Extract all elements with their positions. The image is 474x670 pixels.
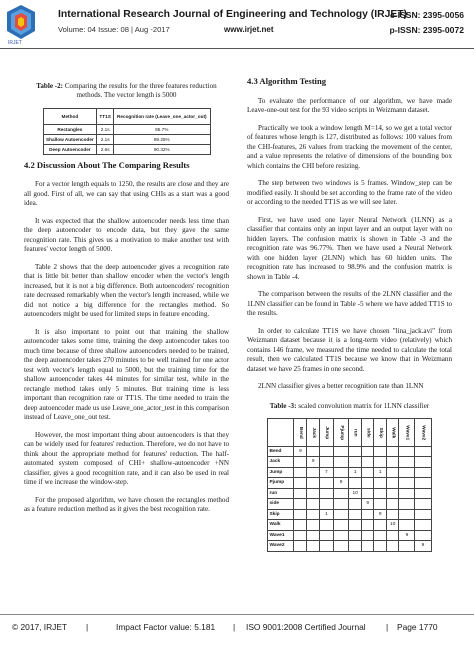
cm-cell <box>294 541 307 552</box>
cm-cell <box>415 499 431 510</box>
cm-cell <box>361 488 374 499</box>
cm-cell <box>349 499 362 510</box>
cm-cell <box>399 541 415 552</box>
table-row <box>268 520 431 531</box>
cm-cell: 1 <box>319 509 333 520</box>
table-row <box>43 124 210 134</box>
table-cell: 90.32% <box>114 144 210 154</box>
table2-header-tt1s: TT1S <box>97 108 114 124</box>
cm-cell: 1 <box>349 467 362 478</box>
cm-corner-cell <box>268 418 294 446</box>
paragraph: For the proposed algorithm, we have chosen the rectangles method as a feature reduction method as it gives the best recognition rate. <box>24 495 229 514</box>
cm-column-header <box>319 418 333 446</box>
cm-cell <box>319 478 333 489</box>
cm-cell <box>361 509 374 520</box>
table-cell: Shallow Autoencoder <box>43 134 97 144</box>
cm-cell <box>361 541 374 552</box>
cm-cell <box>386 530 399 541</box>
paragraph: To evaluate the performance of our algorithm, we have made Leave-one-out test for the 93 video scripts in Weizmann dataset. <box>247 96 452 114</box>
cm-cell <box>307 446 320 457</box>
cm-column-label: side <box>365 427 371 438</box>
logo-label: IRJET <box>8 40 22 46</box>
paragraph: Table 2 shows that the deep autoencoder gives a recognition rate that is little bit better than shallow encoder when the vector's length increased, but it is not a big difference. Both autoencoders' recognition rate decreased remarkably when the vector's length increased, while we did not notice a big difference for the rectangles method. So autoencoders might be used for limited steps in feature encoding. <box>24 262 229 319</box>
paragraph: It was expected that the shallow autoencoder needs less time than the deep autoencoder to encode data, but they gave the same recognition rate. This gives us a motivation to make another test with features' vector length of 5000. <box>24 216 229 254</box>
cm-cell <box>307 541 320 552</box>
table-row <box>268 446 431 457</box>
cm-cell <box>333 499 349 510</box>
cm-cell <box>415 520 431 531</box>
cm-row-label: run <box>268 488 294 499</box>
cm-cell: 1 <box>374 467 387 478</box>
cm-row-label: Skip <box>268 509 294 520</box>
cm-cell <box>399 457 415 468</box>
cm-cell <box>361 446 374 457</box>
cm-cell <box>333 509 349 520</box>
cm-column-label: Pjump <box>338 424 344 440</box>
cm-cell <box>319 520 333 531</box>
table-row <box>43 134 210 144</box>
cm-cell <box>386 457 399 468</box>
cm-cell <box>333 488 349 499</box>
paragraph: Practically we took a window length M=14, so we get a total vector of features whose length is 127, distributed as follows: 100 values from the CHI-features, 26 values from tracking the movement of the center, and a value represents the relative of dimensions of the bounding box which contains the CHI before resizing. <box>247 123 452 170</box>
table2-header-method: Method <box>43 108 97 124</box>
cm-cell <box>319 488 333 499</box>
cm-row-label: Wave1 <box>268 530 294 541</box>
page-header <box>0 0 474 64</box>
table2-caption-label: Table -2: <box>36 82 64 90</box>
cm-column-label: Bend <box>298 426 304 439</box>
cm-cell: 9 <box>333 478 349 489</box>
cm-cell <box>294 509 307 520</box>
cm-cell <box>333 541 349 552</box>
cm-cell <box>319 499 333 510</box>
table-cell: Deep Autoencoder <box>43 144 97 154</box>
cm-cell: 9 <box>415 541 431 552</box>
cm-cell <box>415 509 431 520</box>
cm-cell <box>415 478 431 489</box>
table-cell: 89.25% <box>114 134 210 144</box>
right-column <box>247 72 452 552</box>
cm-cell: 9 <box>399 530 415 541</box>
cm-cell <box>307 520 320 531</box>
e-issn: e-ISSN: 2395-0056 <box>389 10 464 20</box>
paragraph: It is also important to point out that training the shallow autoencoder takes some time, training the deep autoencoder takes too much time because of three shallow autoencoders needed to be trained, the deep autoencoder takes 270 minutes to be well trained for one actor test with vector's length equal to 5000, but the training time for the shallow autoencoder takes 44 minutes for similar test, while in the rectangle method takes only 5 minutes. But training time is less important than recognition rate or TT1S. The time needed to train the deep autoencoder made us use Leave_one_actor_test in this comparison instead of Leave_one_out test. <box>24 327 229 422</box>
cm-cell <box>399 478 415 489</box>
cm-cell <box>374 488 387 499</box>
cm-cell <box>361 530 374 541</box>
cm-cell <box>307 467 320 478</box>
cm-cell <box>374 478 387 489</box>
footer-separator: | <box>86 622 89 632</box>
cm-cell <box>361 520 374 531</box>
cm-cell: 7 <box>319 467 333 478</box>
table3-caption <box>247 402 452 411</box>
cm-cell <box>415 488 431 499</box>
cm-row-label: Jack <box>268 457 294 468</box>
cm-cell <box>399 509 415 520</box>
cm-cell <box>349 520 362 531</box>
cm-cell <box>361 457 374 468</box>
cm-cell <box>307 478 320 489</box>
table-row <box>268 467 431 478</box>
journal-website-link[interactable]: www.irjet.net <box>224 25 274 34</box>
cm-cell <box>386 488 399 499</box>
cm-cell <box>294 488 307 499</box>
table-cell: 2.6s <box>97 144 114 154</box>
table-row <box>268 541 431 552</box>
cm-cell <box>374 520 387 531</box>
cm-cell <box>349 509 362 520</box>
cm-column-header <box>399 418 415 446</box>
table3-caption-label: Table -3: <box>269 401 297 410</box>
cm-cell <box>307 509 320 520</box>
cm-cell <box>386 446 399 457</box>
cm-cell <box>386 509 399 520</box>
cm-cell <box>399 467 415 478</box>
table2-caption <box>24 82 229 101</box>
cm-column-label: Wave1 <box>404 424 410 440</box>
p-issn: p-ISSN: 2395-0072 <box>389 25 464 35</box>
section-heading-4-3: 4.3 Algorithm Testing <box>247 76 327 86</box>
cm-column-header <box>349 418 362 446</box>
cm-column-label: Skip <box>377 427 383 438</box>
cm-cell: 10 <box>349 488 362 499</box>
cm-cell <box>386 478 399 489</box>
table-row <box>268 478 431 489</box>
table-cell: Rectangles <box>43 124 97 134</box>
left-column <box>24 72 229 523</box>
paragraph: For a vector length equals to 1250, the results are close and they are all good. First of all, we can say that using CHIs as a start was a good idea. <box>24 180 229 208</box>
cm-column-label: Jack <box>310 426 316 438</box>
cm-cell: 9 <box>374 509 387 520</box>
footer-iso: ISO 9001:2008 Certified Journal <box>246 622 366 632</box>
table2 <box>43 108 211 155</box>
cm-cell <box>415 446 431 457</box>
table-row <box>268 457 431 468</box>
cm-cell <box>349 446 362 457</box>
table-row <box>43 144 210 154</box>
cm-cell: 9 <box>294 446 307 457</box>
cm-column-header <box>374 418 387 446</box>
cm-column-label: Wave2 <box>420 424 426 440</box>
cm-cell <box>294 520 307 531</box>
cm-row-label: Pjump <box>268 478 294 489</box>
footer-separator: | <box>233 622 236 632</box>
paragraph: First, we have used one layer Neural Network (1LNN) as a classifier that contains only an input layer and an output layer with no hidden layers. The confusion matrix is shown in Table -3 and the recognition rate was 96.77%. Then we have used a Neural Network with one hidden layer (2LNN) which has 60 hidden units. The recognition rate has increased to 98.9% and the confusion matrix is shown in Table -4. <box>247 215 452 281</box>
cm-cell <box>374 499 387 510</box>
cm-cell <box>294 457 307 468</box>
cm-column-header <box>307 418 320 446</box>
confusion-matrix-table <box>267 418 431 552</box>
cm-cell <box>319 457 333 468</box>
cm-cell <box>333 457 349 468</box>
cm-cell <box>361 478 374 489</box>
cm-cell: 10 <box>386 520 399 531</box>
cm-column-header <box>386 418 399 446</box>
cm-cell <box>399 488 415 499</box>
cm-row-label: Jump <box>268 467 294 478</box>
table-row <box>268 488 431 499</box>
cm-cell <box>349 457 362 468</box>
paragraph: However, the most important thing about autoencoders is that they can be widely used for features' reduction. Therefore, we do not have to think about the appropriate method for features' reduction. The half-automated system composed of CHI+ shallow-autoencoder +NN classifier, gives a good recognition rate, and it can also be used in real time if we increase the window-step. <box>24 430 229 487</box>
cm-cell <box>319 541 333 552</box>
paragraph: In order to calculate TT1S we have chosen "lina_jack.avi" from Weizmann dataset because it is a long-term video (relatively) which contains 146 frame, we measured the time needed to calculate the total result, then we calculated TT1S because we know that in Weizmann dataset we have 25 frames in one second. <box>247 326 452 373</box>
footer-page-number: Page 1770 <box>397 622 438 632</box>
cm-cell <box>399 520 415 531</box>
table-cell: 95.7% <box>114 124 210 134</box>
cm-cell <box>374 530 387 541</box>
cm-cell <box>319 446 333 457</box>
cm-column-label: Walk <box>390 426 396 438</box>
cm-column-header <box>333 418 349 446</box>
cm-cell <box>333 467 349 478</box>
table2-caption-text: Comparing the results for the three features reduction methods. The vector length is 5000 <box>63 82 217 100</box>
table-row <box>268 509 431 520</box>
footer-copyright: © 2017, IRJET <box>12 622 68 632</box>
cm-cell <box>415 467 431 478</box>
irjet-logo-icon <box>6 4 36 40</box>
cm-row-label: Bend <box>268 446 294 457</box>
section-heading-4-2: 4.2 Discussion About The Comparing Results <box>24 159 190 170</box>
table2-header-row <box>43 108 210 124</box>
cm-cell <box>333 446 349 457</box>
cm-cell <box>386 541 399 552</box>
cm-column-header <box>415 418 431 446</box>
cm-cell <box>399 499 415 510</box>
cm-cell <box>319 530 333 541</box>
cm-cell <box>399 446 415 457</box>
cm-cell <box>294 530 307 541</box>
cm-cell <box>386 499 399 510</box>
cm-header-row <box>268 418 431 446</box>
cm-column-label: Jump <box>324 425 330 439</box>
cm-column-header <box>294 418 307 446</box>
cm-cell <box>361 467 374 478</box>
cm-cell <box>349 530 362 541</box>
footer-impact-factor: Impact Factor value: 5.181 <box>116 622 216 632</box>
table-cell: 2.1s <box>97 134 114 144</box>
table2-header-recognition: Recognition rate (Leave_one_actor_out) <box>114 108 210 124</box>
cm-cell <box>349 541 362 552</box>
cm-cell <box>386 467 399 478</box>
cm-cell <box>294 467 307 478</box>
cm-row-label: Wave2 <box>268 541 294 552</box>
footer-divider <box>0 614 474 615</box>
cm-cell <box>307 499 320 510</box>
cm-column-label: run <box>352 428 358 437</box>
table-row <box>268 530 431 541</box>
cm-cell <box>294 499 307 510</box>
cm-cell <box>307 488 320 499</box>
cm-cell <box>374 541 387 552</box>
paragraph: 2LNN classifier gives a better recognition rate than 1LNN <box>258 382 424 390</box>
cm-cell <box>294 478 307 489</box>
cm-column-header <box>361 418 374 446</box>
cm-row-label: Walk <box>268 520 294 531</box>
cm-cell <box>333 520 349 531</box>
cm-cell: 9 <box>361 499 374 510</box>
cm-cell <box>415 457 431 468</box>
cm-cell <box>333 530 349 541</box>
journal-title: International Research Journal of Engineering and Technology (IRJET) <box>58 9 408 20</box>
cm-cell <box>374 457 387 468</box>
cm-cell: 9 <box>307 457 320 468</box>
table3-caption-text: scaled convolution matrix for 1LNN classifier <box>296 401 430 410</box>
paragraph: The comparison between the results of the 2LNN classifier and the 1LNN classifier can be found in Table -5 where we have added TT1S to the results. <box>247 290 452 317</box>
cm-cell <box>374 446 387 457</box>
cm-cell <box>307 530 320 541</box>
volume-issue: Volume: 04 Issue: 08 | Aug -2017 <box>58 25 170 34</box>
table-row <box>268 499 431 510</box>
footer-separator: | <box>386 622 389 632</box>
cm-cell <box>349 478 362 489</box>
cm-cell <box>415 530 431 541</box>
table-cell: 2.1s <box>97 124 114 134</box>
cm-row-label: side <box>268 499 294 510</box>
header-divider <box>0 48 474 49</box>
paragraph: The step between two windows is 5 frames. Window_step can be modified easily. It should be set according to the frame rate of the video or according to the needed TT1S as we will see later. <box>247 179 452 206</box>
